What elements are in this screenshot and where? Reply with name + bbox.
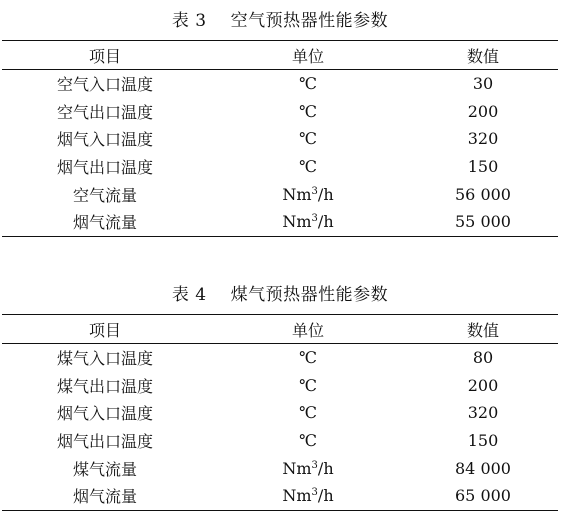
cell-value: 200 <box>467 101 499 121</box>
unit-base: Nm <box>282 486 312 506</box>
cell-unit <box>208 185 408 204</box>
table-number: 表 4 <box>171 285 207 305</box>
cell-item: 烟气入口温度 <box>56 130 153 150</box>
table-number: 表 3 <box>171 11 207 31</box>
table-row <box>2 180 558 208</box>
cell-value: 150 <box>467 157 499 177</box>
cell-unit <box>208 486 408 505</box>
cell-item: 烟气入口温度 <box>56 404 153 424</box>
cell-value: 56 000 <box>455 184 511 204</box>
table-3 <box>2 7 558 237</box>
cell-item: 空气入口温度 <box>56 75 153 95</box>
unit-superscript: 3 <box>311 459 318 471</box>
cell-value: 30 <box>472 74 494 94</box>
cell-value: 55 000 <box>455 212 511 232</box>
header-value: 数值 <box>466 320 499 340</box>
header-unit: 单位 <box>291 46 324 66</box>
unit-superscript: 3 <box>311 213 318 225</box>
cell-item: 煤气入口温度 <box>56 349 153 369</box>
table-row <box>2 427 558 455</box>
cell-unit: ℃ <box>299 375 317 395</box>
cell-item: 煤气出口温度 <box>56 376 153 396</box>
cell-unit: ℃ <box>299 74 317 94</box>
cell-unit: ℃ <box>299 101 317 121</box>
cell-value: 84 000 <box>455 458 511 478</box>
cell-unit <box>208 459 408 478</box>
unit-base: Nm <box>282 212 312 232</box>
header-value: 数值 <box>466 46 499 66</box>
unit-superscript: 3 <box>311 185 318 197</box>
cell-value: 65 000 <box>455 486 511 506</box>
cell-item: 煤气流量 <box>72 459 137 479</box>
header-row <box>2 41 558 69</box>
cell-unit: ℃ <box>299 431 317 451</box>
table-row <box>2 454 558 482</box>
cell-value: 150 <box>467 431 499 451</box>
table-row <box>2 482 558 510</box>
table-row <box>2 208 558 236</box>
cell-value: 200 <box>467 375 499 395</box>
unit-tail: /h <box>317 184 334 204</box>
unit-tail: /h <box>317 458 334 478</box>
unit-tail: /h <box>317 486 334 506</box>
cell-value: 320 <box>467 403 499 423</box>
table-4 <box>2 281 558 511</box>
table-row <box>2 372 558 400</box>
table-row <box>2 153 558 181</box>
table-title <box>2 281 558 309</box>
header-row <box>2 315 558 343</box>
table-title <box>2 7 558 35</box>
cell-item: 空气流量 <box>72 185 137 205</box>
table-name: 空气预热器性能参数 <box>230 11 389 31</box>
cell-item: 烟气流量 <box>72 487 137 507</box>
header-item: 项目 <box>88 46 121 66</box>
table-name: 煤气预热器性能参数 <box>230 285 389 305</box>
cell-item: 空气出口温度 <box>56 102 153 122</box>
cell-unit: ℃ <box>299 129 317 149</box>
cell-item: 烟气流量 <box>72 213 137 233</box>
cell-item: 烟气出口温度 <box>56 158 153 178</box>
cell-unit <box>208 212 408 231</box>
cell-unit: ℃ <box>299 348 317 368</box>
unit-base: Nm <box>282 184 312 204</box>
cell-unit: ℃ <box>299 157 317 177</box>
unit-superscript: 3 <box>311 487 318 499</box>
unit-base: Nm <box>282 458 312 478</box>
header-item: 项目 <box>88 320 121 340</box>
table-row <box>2 70 558 98</box>
table-row <box>2 98 558 126</box>
table-row <box>2 125 558 153</box>
bottom-rule <box>2 236 558 237</box>
table-row <box>2 399 558 427</box>
table-row <box>2 344 558 372</box>
unit-tail: /h <box>317 212 334 232</box>
cell-value: 80 <box>472 348 494 368</box>
bottom-rule <box>2 510 558 511</box>
header-unit: 单位 <box>291 320 324 340</box>
cell-unit: ℃ <box>299 403 317 423</box>
cell-value: 320 <box>467 129 499 149</box>
cell-item: 烟气出口温度 <box>56 432 153 452</box>
